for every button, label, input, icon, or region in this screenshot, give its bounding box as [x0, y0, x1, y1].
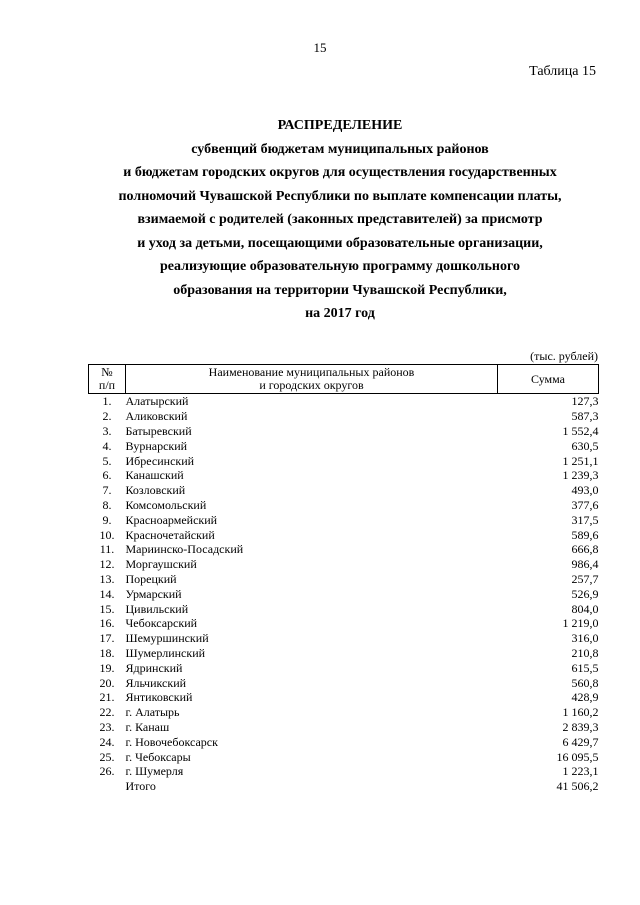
row-name: Мариинско-Посадский [125, 542, 244, 557]
table-row [89, 586, 599, 601]
row-name: Комсомольский [125, 497, 207, 512]
row-name: Батыревский [125, 423, 192, 438]
title-line: и уход за детьми, посещающими образовательные организации, [137, 235, 543, 251]
header-name-line1: Наименование муниципальных районов [208, 365, 415, 379]
row-name: г. Новочебоксарск [125, 734, 218, 749]
row-name: Козловский [125, 483, 186, 498]
units-label: (тыс. рублей) [530, 349, 598, 363]
row-sum: 986,4 [571, 557, 599, 572]
row-number: 26. [99, 764, 115, 779]
title-line: образования на территории Чувашской Республики, [173, 282, 507, 298]
title-line: на 2017 год [305, 306, 375, 321]
row-number: 13. [99, 571, 115, 586]
row-sum: 316,0 [571, 631, 599, 646]
row-number: 18. [99, 645, 115, 660]
table-row [89, 646, 599, 661]
row-sum: 493,0 [571, 483, 599, 498]
table-row [89, 453, 599, 468]
table-body [89, 394, 599, 794]
header-number-line1: № [101, 365, 113, 379]
table-row [89, 498, 599, 513]
row-number: 6. [102, 468, 112, 483]
row-number: 25. [99, 749, 115, 764]
table-row [89, 660, 599, 675]
header-name-line2: и городских округов [259, 378, 364, 392]
row-sum: 589,6 [571, 527, 599, 542]
document-title [60, 114, 620, 326]
row-name: г. Чебоксары [125, 749, 191, 764]
table-row [89, 438, 599, 453]
table-row [89, 557, 599, 572]
row-number [89, 779, 126, 794]
row-number: 2. [102, 409, 112, 424]
row-sum: 526,9 [571, 586, 599, 601]
row-sum: 6 429,7 [562, 734, 599, 749]
row-sum: 1 160,2 [562, 705, 599, 720]
row-name: Аликовский [125, 409, 188, 424]
header-sum: Сумма [498, 365, 599, 394]
row-name: Янтиковский [125, 690, 193, 705]
row-number: 7. [102, 483, 112, 498]
row-number: 16. [99, 616, 115, 631]
table-row [89, 483, 599, 498]
header-name [126, 365, 498, 394]
row-name: Вурнарский [125, 438, 188, 453]
row-name: Моргаушский [125, 557, 197, 572]
row-name: Алатырский [125, 394, 189, 409]
header-number-line2: п/п [98, 378, 116, 392]
row-name: Яльчикский [125, 675, 187, 690]
row-name: Ибресинский [125, 453, 195, 468]
row-sum: 41 506,2 [556, 779, 599, 794]
title-line: взимаемой с родителей (законных представителей) за присмотр [137, 212, 543, 227]
table-row [89, 409, 599, 424]
row-sum: 804,0 [571, 601, 599, 616]
table-row [89, 720, 599, 735]
table-row [89, 734, 599, 749]
distribution-table [88, 364, 599, 794]
table-row [89, 601, 599, 616]
row-number: 3. [102, 423, 112, 438]
row-number: 24. [99, 734, 115, 749]
title-line: полномочий Чувашской Республики по выплате компенсации платы, [118, 188, 562, 204]
table-row [89, 424, 599, 439]
page-number: 15 [313, 40, 327, 55]
row-sum: 1 239,3 [562, 468, 599, 483]
row-sum: 2 839,3 [562, 719, 599, 734]
table-label: Таблица 15 [529, 64, 596, 79]
table-row [89, 512, 599, 527]
row-name: Красночетайский [125, 527, 215, 542]
table-header-row [89, 365, 599, 394]
row-name: Цивильский [125, 601, 189, 616]
row-sum: 560,8 [571, 675, 599, 690]
row-sum: 377,6 [571, 497, 599, 512]
row-sum: 257,7 [571, 571, 599, 586]
row-number: 10. [99, 527, 115, 542]
row-name: Ядринский [125, 660, 183, 675]
table-row [89, 468, 599, 483]
row-name: Шумерлинский [125, 645, 206, 660]
row-number: 21. [99, 690, 115, 705]
row-number: 1. [102, 394, 112, 409]
table-row [89, 542, 599, 557]
row-sum: 666,8 [571, 542, 599, 557]
row-number: 20. [99, 675, 115, 690]
title-line: реализующие образовательную программу дошкольного [160, 259, 520, 274]
row-sum: 1 552,4 [562, 423, 599, 438]
total-row [89, 779, 599, 794]
table-row [89, 631, 599, 646]
row-number: 14. [99, 586, 115, 601]
title-line: и бюджетам городских округов для осуществления государственных [123, 165, 557, 180]
row-number: 22. [99, 705, 115, 720]
row-sum: 587,3 [571, 409, 599, 424]
row-name: Красноармейский [125, 512, 218, 527]
row-number: 5. [102, 453, 112, 468]
row-sum: 428,9 [571, 690, 599, 705]
table-row [89, 749, 599, 764]
row-number: 9. [102, 512, 112, 527]
table-row [89, 394, 599, 409]
row-name: Порецкий [125, 571, 177, 586]
row-name: г. Алатырь [125, 705, 180, 720]
row-number: 4. [102, 438, 112, 453]
row-number: 12. [99, 557, 115, 572]
row-name: Итого [125, 779, 156, 794]
row-sum: 615,5 [571, 660, 599, 675]
table-row [89, 705, 599, 720]
row-sum: 1 251,1 [562, 453, 599, 468]
row-sum: 1 223,1 [562, 764, 599, 779]
table-row [89, 527, 599, 542]
row-name: Канашский [125, 468, 184, 483]
row-name: Урмарский [125, 586, 182, 601]
title-heading: РАСПРЕДЕЛЕНИЕ [277, 118, 403, 133]
row-sum: 630,5 [571, 438, 599, 453]
row-number: 23. [99, 719, 115, 734]
row-sum: 317,5 [571, 512, 599, 527]
title-line: субвенций бюджетам муниципальных районов [191, 141, 489, 157]
row-number: 19. [99, 660, 115, 675]
row-name: Чебоксарский [125, 616, 198, 631]
row-number: 15. [99, 601, 115, 616]
table-row [89, 690, 599, 705]
table-row [89, 572, 599, 587]
table-row [89, 675, 599, 690]
row-name: Шемуршинский [125, 631, 209, 646]
row-sum: 16 095,5 [556, 749, 599, 764]
row-name: г. Канаш [125, 719, 170, 734]
table-row [89, 616, 599, 631]
row-number: 11. [99, 542, 115, 557]
header-number [89, 365, 126, 394]
row-name: г. Шумерля [125, 764, 184, 779]
row-number: 17. [99, 631, 115, 646]
row-sum: 127,3 [571, 394, 599, 409]
table-row [89, 764, 599, 779]
row-sum: 1 219,0 [562, 616, 599, 631]
row-number: 8. [102, 497, 112, 512]
row-sum: 210,8 [571, 645, 599, 660]
